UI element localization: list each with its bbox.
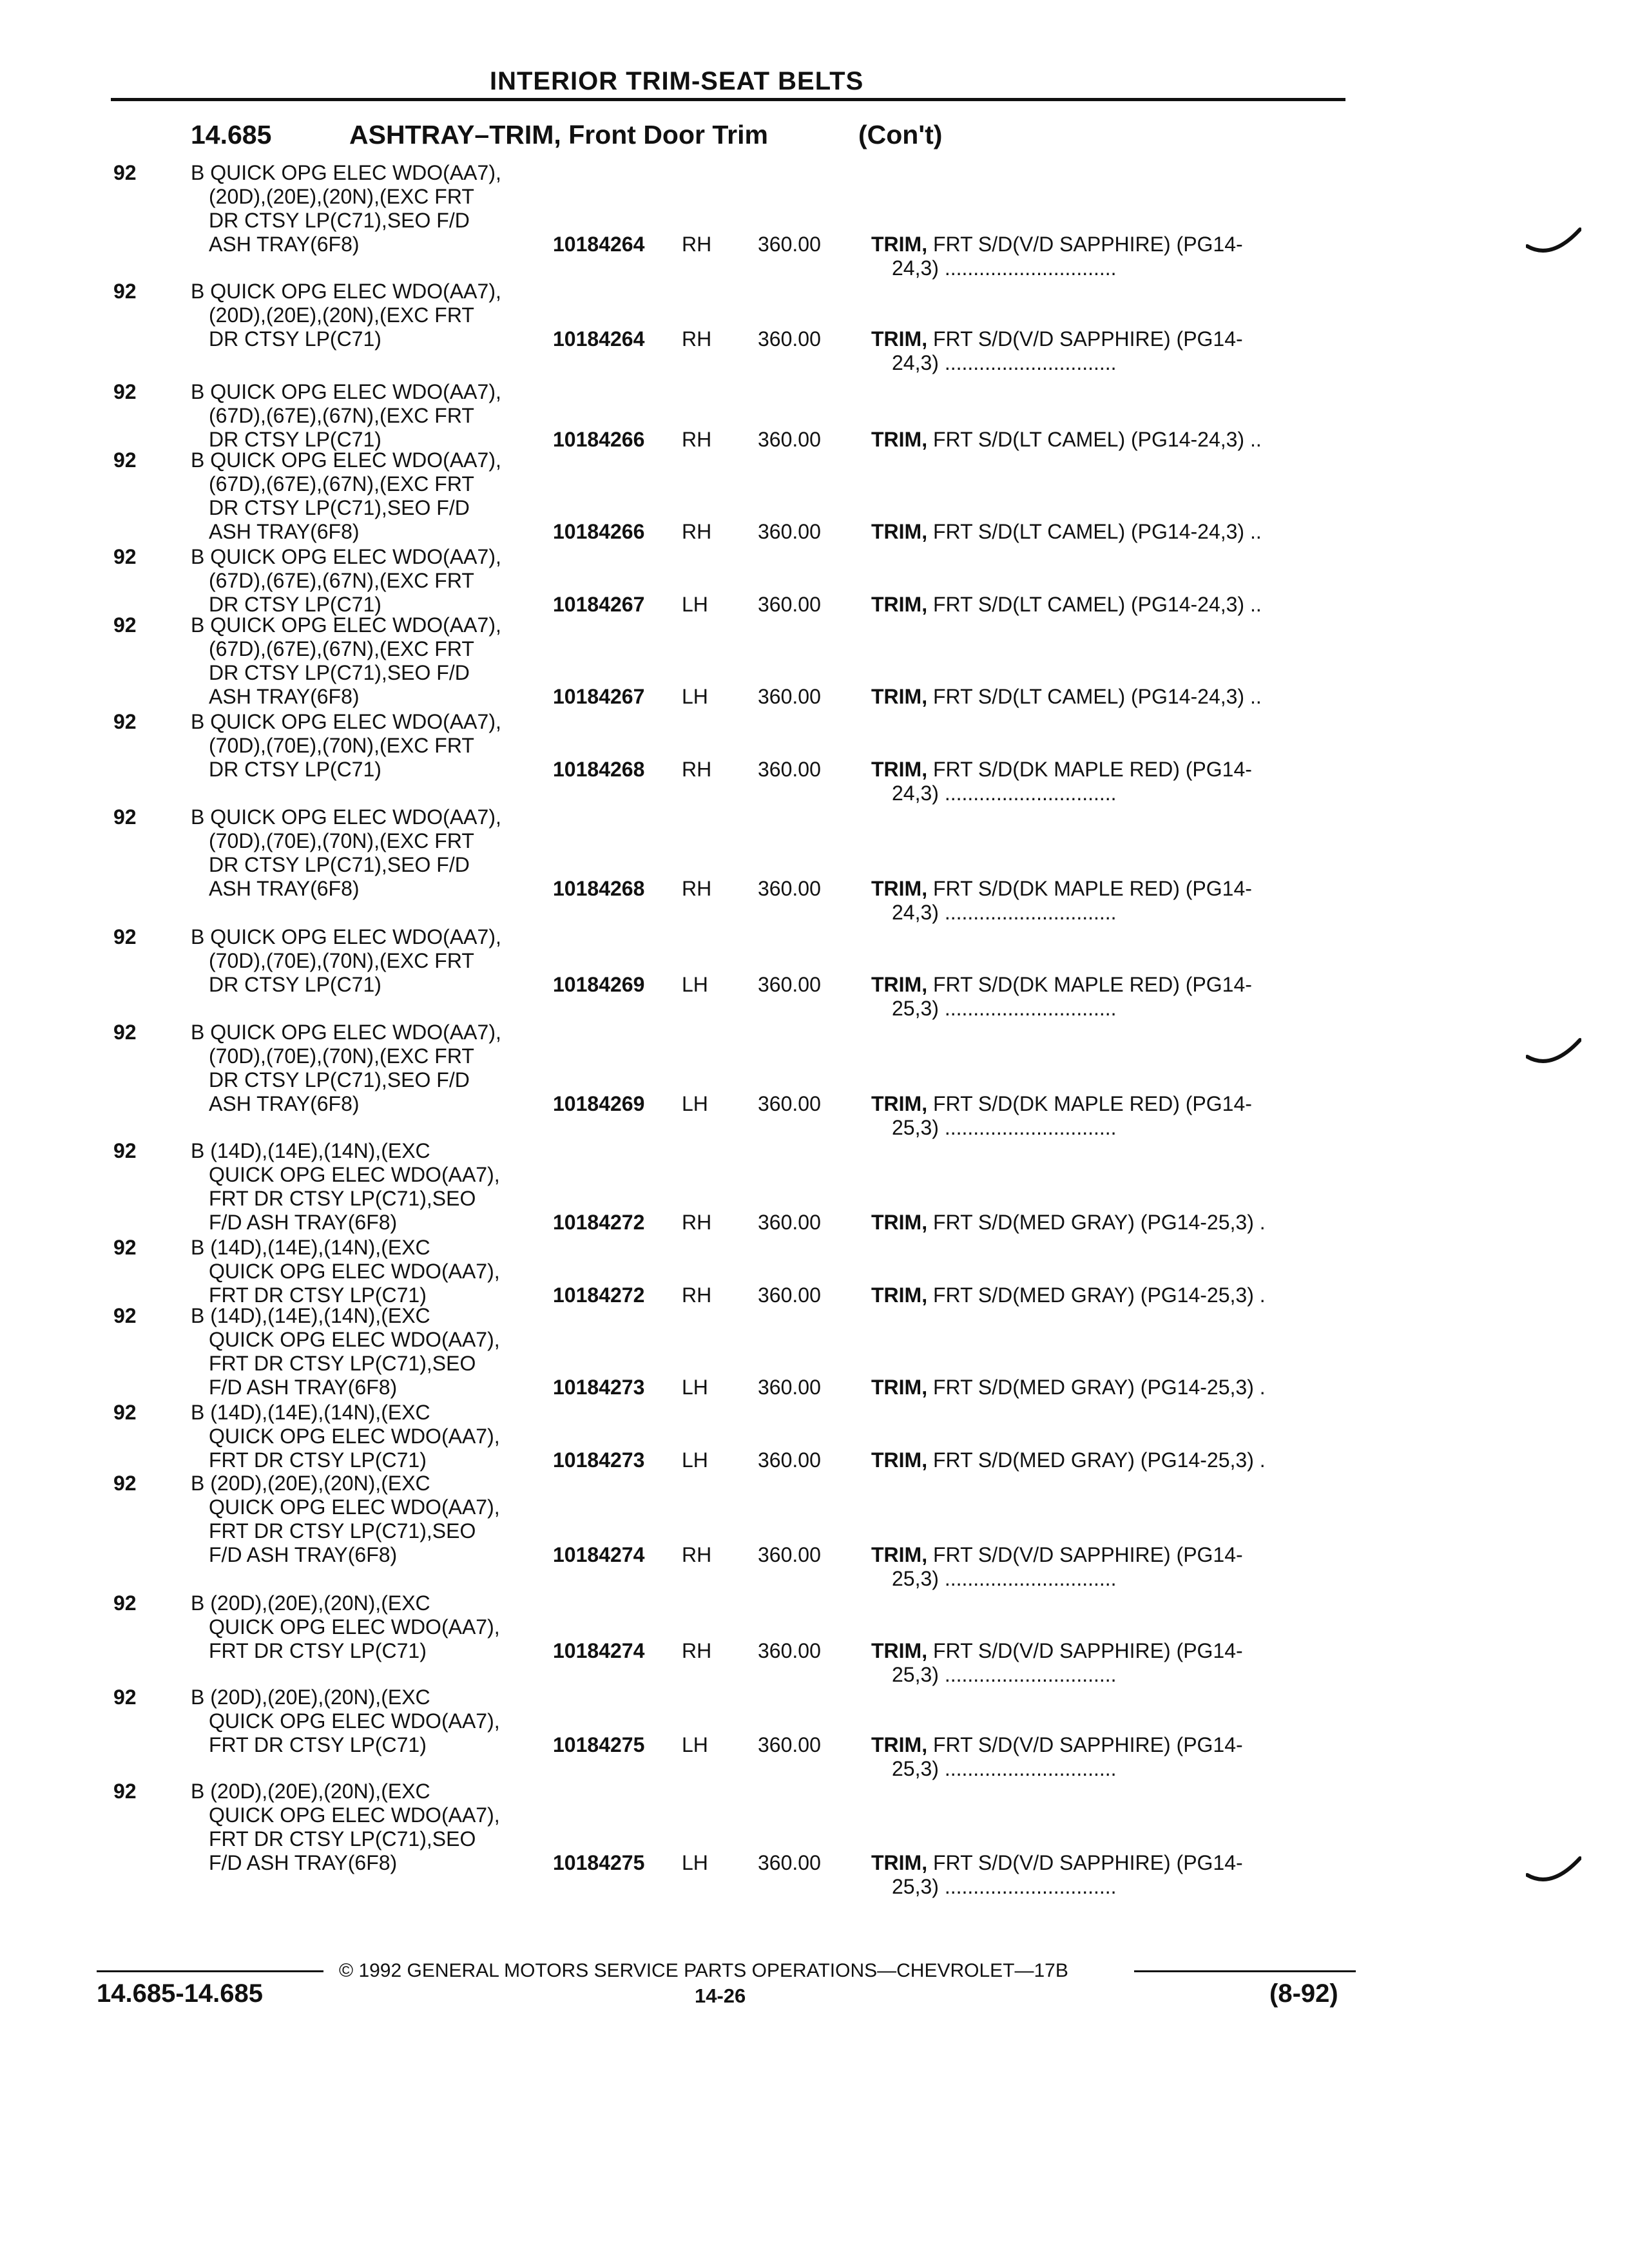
part-number: 10184267 [553, 685, 645, 708]
item-description: (70D),(70E),(70N),(EXC FRT [209, 1044, 474, 1068]
list-item [0, 1304, 1629, 1399]
ref-number: 92 [113, 1236, 137, 1259]
item-description: B QUICK OPG ELEC WDO(AA7), [191, 280, 501, 303]
trim-label: TRIM, [871, 593, 928, 616]
item-description: (67D),(67E),(67N),(EXC FRT [209, 404, 474, 427]
quantity: 360.00 [758, 520, 821, 543]
item-description: B QUICK OPG ELEC WDO(AA7), [191, 380, 501, 403]
list-item [0, 1401, 1629, 1472]
trim-label: TRIM, [871, 1448, 928, 1472]
trim-label: TRIM, [871, 1092, 928, 1115]
part-number: 10184275 [553, 1733, 645, 1756]
trim-description [871, 1851, 1243, 1875]
item-description: FRT DR CTSY LP(C71) [209, 1639, 427, 1662]
trim-description [871, 1448, 1266, 1472]
part-number: 10184274 [553, 1543, 645, 1566]
trim-text: FRT S/D(DK MAPLE RED) (PG14- [932, 1092, 1252, 1115]
item-description: FRT DR CTSY LP(C71) [209, 1448, 427, 1472]
quantity: 360.00 [758, 233, 821, 256]
list-item [0, 1591, 1629, 1686]
trim-text: FRT S/D(DK MAPLE RED) (PG14- [932, 758, 1252, 781]
trim-label: TRIM, [871, 1376, 928, 1399]
side: LH [682, 685, 708, 708]
item-description: QUICK OPG ELEC WDO(AA7), [209, 1803, 500, 1827]
trim-text: FRT S/D(LT CAMEL) (PG14-24,3) .. [932, 685, 1262, 708]
side: RH [682, 1543, 712, 1566]
ref-number: 92 [113, 613, 137, 637]
item-description: (70D),(70E),(70N),(EXC FRT [209, 829, 474, 852]
side: RH [682, 1211, 712, 1234]
item-description: B (20D),(20E),(20N),(EXC [191, 1591, 430, 1615]
trim-text: FRT S/D(DK MAPLE RED) (PG14- [932, 877, 1252, 900]
part-number: 10184268 [553, 758, 645, 781]
part-number: 10184269 [553, 973, 645, 996]
list-item [0, 925, 1629, 1020]
item-description: QUICK OPG ELEC WDO(AA7), [209, 1260, 500, 1283]
item-description: (67D),(67E),(67N),(EXC FRT [209, 569, 474, 592]
side: LH [682, 973, 708, 996]
trim-label: TRIM, [871, 1639, 928, 1662]
trim-description [871, 973, 1252, 997]
part-number: 10184264 [553, 233, 645, 256]
trim-label: TRIM, [871, 685, 928, 708]
trim-label: TRIM, [871, 1851, 928, 1874]
side: RH [682, 520, 712, 543]
trim-continuation: 25,3) .............................. [892, 997, 1117, 1020]
list-item [0, 545, 1629, 617]
item-description: ASH TRAY(6F8) [209, 520, 360, 543]
item-description: FRT DR CTSY LP(C71),SEO [209, 1187, 476, 1210]
item-description: B QUICK OPG ELEC WDO(AA7), [191, 710, 501, 733]
item-description: DR CTSY LP(C71) [209, 973, 381, 996]
quantity: 360.00 [758, 1448, 821, 1472]
part-number: 10184266 [553, 428, 645, 451]
ref-number: 92 [113, 1304, 137, 1327]
item-description: DR CTSY LP(C71) [209, 428, 381, 451]
item-description: DR CTSY LP(C71) [209, 593, 381, 616]
trim-continuation: 24,3) .............................. [892, 256, 1117, 280]
trim-description [871, 1733, 1243, 1757]
item-description: (70D),(70E),(70N),(EXC FRT [209, 734, 474, 757]
ref-number: 92 [113, 1472, 137, 1495]
trim-label: TRIM, [871, 520, 928, 543]
side: LH [682, 1376, 708, 1399]
list-item [0, 161, 1629, 280]
trim-label: TRIM, [871, 1283, 928, 1307]
item-description: ASH TRAY(6F8) [209, 1092, 360, 1115]
part-number: 10184272 [553, 1283, 645, 1307]
side: LH [682, 1092, 708, 1115]
item-description: (20D),(20E),(20N),(EXC FRT [209, 303, 474, 327]
item-description: FRT DR CTSY LP(C71),SEO [209, 1519, 476, 1542]
ref-number: 92 [113, 805, 137, 829]
part-number: 10184264 [553, 327, 645, 351]
trim-label: TRIM, [871, 758, 928, 781]
ref-number: 92 [113, 448, 137, 472]
side: LH [682, 1448, 708, 1472]
binding-mark [1526, 1856, 1581, 1885]
list-item [0, 1236, 1629, 1307]
trim-text: FRT S/D(V/D SAPPHIRE) (PG14- [932, 1639, 1243, 1662]
trim-description [871, 1211, 1266, 1235]
list-item [0, 613, 1629, 709]
trim-description [871, 1376, 1266, 1399]
trim-text: FRT S/D(V/D SAPPHIRE) (PG14- [932, 233, 1243, 256]
ref-number: 92 [113, 1401, 137, 1424]
item-description: DR CTSY LP(C71) [209, 758, 381, 781]
page-header: INTERIOR TRIM-SEAT BELTS [490, 67, 864, 95]
ref-number: 92 [113, 161, 137, 184]
quantity: 360.00 [758, 1211, 821, 1234]
part-number: 10184269 [553, 1092, 645, 1115]
quantity: 360.00 [758, 1092, 821, 1115]
item-description: ASH TRAY(6F8) [209, 877, 360, 900]
trim-continuation: 24,3) .............................. [892, 351, 1117, 374]
footer-rule-right [1134, 1970, 1356, 1972]
quantity: 360.00 [758, 593, 821, 616]
item-description: (67D),(67E),(67N),(EXC FRT [209, 637, 474, 660]
list-item [0, 805, 1629, 924]
quantity: 360.00 [758, 1376, 821, 1399]
list-item [0, 1686, 1629, 1780]
item-description: B QUICK OPG ELEC WDO(AA7), [191, 448, 501, 472]
ref-number: 92 [113, 545, 137, 568]
item-description: (67D),(67E),(67N),(EXC FRT [209, 472, 474, 495]
part-number: 10184274 [553, 1639, 645, 1662]
side: RH [682, 877, 712, 900]
trim-label: TRIM, [871, 233, 928, 256]
item-description: B (14D),(14E),(14N),(EXC [191, 1139, 430, 1162]
trim-text: FRT S/D(MED GRAY) (PG14-25,3) . [932, 1376, 1266, 1399]
trim-continuation: 24,3) .............................. [892, 901, 1117, 924]
list-item [0, 280, 1629, 374]
trim-text: FRT S/D(MED GRAY) (PG14-25,3) . [932, 1448, 1266, 1472]
trim-description [871, 520, 1262, 544]
ref-number: 92 [113, 1686, 137, 1709]
item-description: B QUICK OPG ELEC WDO(AA7), [191, 805, 501, 829]
list-item [0, 1472, 1629, 1590]
quantity: 360.00 [758, 685, 821, 708]
trim-continuation: 25,3) .............................. [892, 1116, 1117, 1139]
quantity: 360.00 [758, 428, 821, 451]
side: RH [682, 1283, 712, 1307]
ref-number: 92 [113, 380, 137, 403]
ref-number: 92 [113, 1591, 137, 1615]
ref-number: 92 [113, 280, 137, 303]
item-description: QUICK OPG ELEC WDO(AA7), [209, 1495, 500, 1519]
item-description: QUICK OPG ELEC WDO(AA7), [209, 1615, 500, 1639]
footer-rule-left [97, 1970, 323, 1972]
footer-section-range: 14.685-14.685 [97, 1979, 264, 2008]
side: LH [682, 1851, 708, 1874]
list-item [0, 448, 1629, 544]
item-description: DR CTSY LP(C71),SEO F/D [209, 661, 470, 684]
item-description: DR CTSY LP(C71),SEO F/D [209, 209, 470, 232]
footer-page-number: 14-26 [695, 1984, 746, 2007]
item-description: FRT DR CTSY LP(C71) [209, 1733, 427, 1756]
section-continued: (Con't) [858, 120, 943, 149]
part-number: 10184272 [553, 1211, 645, 1234]
quantity: 360.00 [758, 877, 821, 900]
item-description: F/D ASH TRAY(6F8) [209, 1543, 398, 1566]
quantity: 360.00 [758, 1639, 821, 1662]
item-description: QUICK OPG ELEC WDO(AA7), [209, 1709, 500, 1733]
item-description: QUICK OPG ELEC WDO(AA7), [209, 1425, 500, 1448]
trim-text: FRT S/D(V/D SAPPHIRE) (PG14- [932, 327, 1243, 351]
quantity: 360.00 [758, 327, 821, 351]
trim-continuation: 24,3) .............................. [892, 782, 1117, 805]
side: LH [682, 593, 708, 616]
ref-number: 92 [113, 925, 137, 948]
trim-text: FRT S/D(V/D SAPPHIRE) (PG14- [932, 1733, 1243, 1756]
ref-number: 92 [113, 710, 137, 733]
item-description: B (20D),(20E),(20N),(EXC [191, 1780, 430, 1803]
item-description: B QUICK OPG ELEC WDO(AA7), [191, 925, 501, 948]
part-number: 10184268 [553, 877, 645, 900]
binding-mark [1526, 1037, 1581, 1067]
trim-description [871, 758, 1252, 782]
item-description: ASH TRAY(6F8) [209, 233, 360, 256]
item-description: B (20D),(20E),(20N),(EXC [191, 1686, 430, 1709]
trim-description [871, 877, 1252, 901]
item-description: B QUICK OPG ELEC WDO(AA7), [191, 1021, 501, 1044]
quantity: 360.00 [758, 758, 821, 781]
item-description: DR CTSY LP(C71),SEO F/D [209, 496, 470, 519]
binding-mark [1526, 227, 1581, 256]
trim-text: FRT S/D(LT CAMEL) (PG14-24,3) .. [932, 428, 1262, 451]
trim-description [871, 1639, 1243, 1663]
footer-revision-date: (8-92) [1269, 1979, 1338, 2008]
trim-label: TRIM, [871, 877, 928, 900]
item-description: F/D ASH TRAY(6F8) [209, 1851, 398, 1874]
list-item [0, 710, 1629, 805]
trim-label: TRIM, [871, 428, 928, 451]
trim-continuation: 25,3) .............................. [892, 1663, 1117, 1686]
item-description: B (14D),(14E),(14N),(EXC [191, 1304, 430, 1327]
quantity: 360.00 [758, 973, 821, 996]
list-item [0, 380, 1629, 452]
trim-text: FRT S/D(DK MAPLE RED) (PG14- [932, 973, 1252, 996]
ref-number: 92 [113, 1021, 137, 1044]
trim-label: TRIM, [871, 1543, 928, 1566]
side: RH [682, 233, 712, 256]
item-description: DR CTSY LP(C71),SEO F/D [209, 1068, 470, 1091]
item-description: B (14D),(14E),(14N),(EXC [191, 1236, 430, 1259]
part-number: 10184273 [553, 1376, 645, 1399]
trim-description [871, 327, 1243, 351]
part-number: 10184267 [553, 593, 645, 616]
quantity: 360.00 [758, 1851, 821, 1874]
item-description: QUICK OPG ELEC WDO(AA7), [209, 1328, 500, 1351]
side: RH [682, 1639, 712, 1662]
trim-continuation: 25,3) .............................. [892, 1875, 1117, 1898]
part-number: 10184266 [553, 520, 645, 543]
trim-label: TRIM, [871, 1733, 928, 1756]
trim-continuation: 25,3) .............................. [892, 1757, 1117, 1780]
item-description: B QUICK OPG ELEC WDO(AA7), [191, 161, 501, 184]
part-number: 10184273 [553, 1448, 645, 1472]
item-description: B QUICK OPG ELEC WDO(AA7), [191, 545, 501, 568]
quantity: 360.00 [758, 1543, 821, 1566]
item-description: F/D ASH TRAY(6F8) [209, 1211, 398, 1234]
section-name: ASHTRAY–TRIM, Front Door Trim [349, 120, 768, 149]
list-item [0, 1780, 1629, 1898]
trim-description [871, 685, 1262, 709]
trim-continuation: 25,3) .............................. [892, 1567, 1117, 1590]
trim-label: TRIM, [871, 1211, 928, 1234]
trim-text: FRT S/D(V/D SAPPHIRE) (PG14- [932, 1543, 1243, 1566]
footer-copyright: © 1992 GENERAL MOTORS SERVICE PARTS OPERATIONS—CHEVROLET—17B [339, 1960, 1068, 1981]
trim-text: FRT S/D(V/D SAPPHIRE) (PG14- [932, 1851, 1243, 1874]
ref-number: 92 [113, 1780, 137, 1803]
trim-text: FRT S/D(LT CAMEL) (PG14-24,3) .. [932, 520, 1262, 543]
trim-text: FRT S/D(MED GRAY) (PG14-25,3) . [932, 1211, 1266, 1234]
quantity: 360.00 [758, 1733, 821, 1756]
item-description: FRT DR CTSY LP(C71),SEO [209, 1827, 476, 1850]
item-description: QUICK OPG ELEC WDO(AA7), [209, 1163, 500, 1186]
list-item [0, 1139, 1629, 1235]
item-description: B (20D),(20E),(20N),(EXC [191, 1472, 430, 1495]
ref-number: 92 [113, 1139, 137, 1162]
trim-label: TRIM, [871, 973, 928, 996]
item-description: B QUICK OPG ELEC WDO(AA7), [191, 613, 501, 637]
trim-description [871, 1543, 1243, 1567]
side: RH [682, 327, 712, 351]
item-description: ASH TRAY(6F8) [209, 685, 360, 708]
side: RH [682, 758, 712, 781]
quantity: 360.00 [758, 1283, 821, 1307]
trim-text: FRT S/D(MED GRAY) (PG14-25,3) . [932, 1283, 1266, 1307]
header-rule [111, 98, 1345, 101]
trim-text: FRT S/D(LT CAMEL) (PG14-24,3) .. [932, 593, 1262, 616]
item-description: FRT DR CTSY LP(C71),SEO [209, 1352, 476, 1375]
trim-description [871, 233, 1243, 256]
item-description: (70D),(70E),(70N),(EXC FRT [209, 949, 474, 972]
item-description: F/D ASH TRAY(6F8) [209, 1376, 398, 1399]
side: RH [682, 428, 712, 451]
part-number: 10184275 [553, 1851, 645, 1874]
trim-description [871, 1092, 1252, 1116]
item-description: (20D),(20E),(20N),(EXC FRT [209, 185, 474, 208]
section-number: 14.685 [191, 120, 272, 149]
side: LH [682, 1733, 708, 1756]
item-description: DR CTSY LP(C71),SEO F/D [209, 853, 470, 876]
item-description: FRT DR CTSY LP(C71) [209, 1283, 427, 1307]
item-description: B (14D),(14E),(14N),(EXC [191, 1401, 430, 1424]
trim-label: TRIM, [871, 327, 928, 351]
item-description: DR CTSY LP(C71) [209, 327, 381, 351]
list-item [0, 1021, 1629, 1139]
